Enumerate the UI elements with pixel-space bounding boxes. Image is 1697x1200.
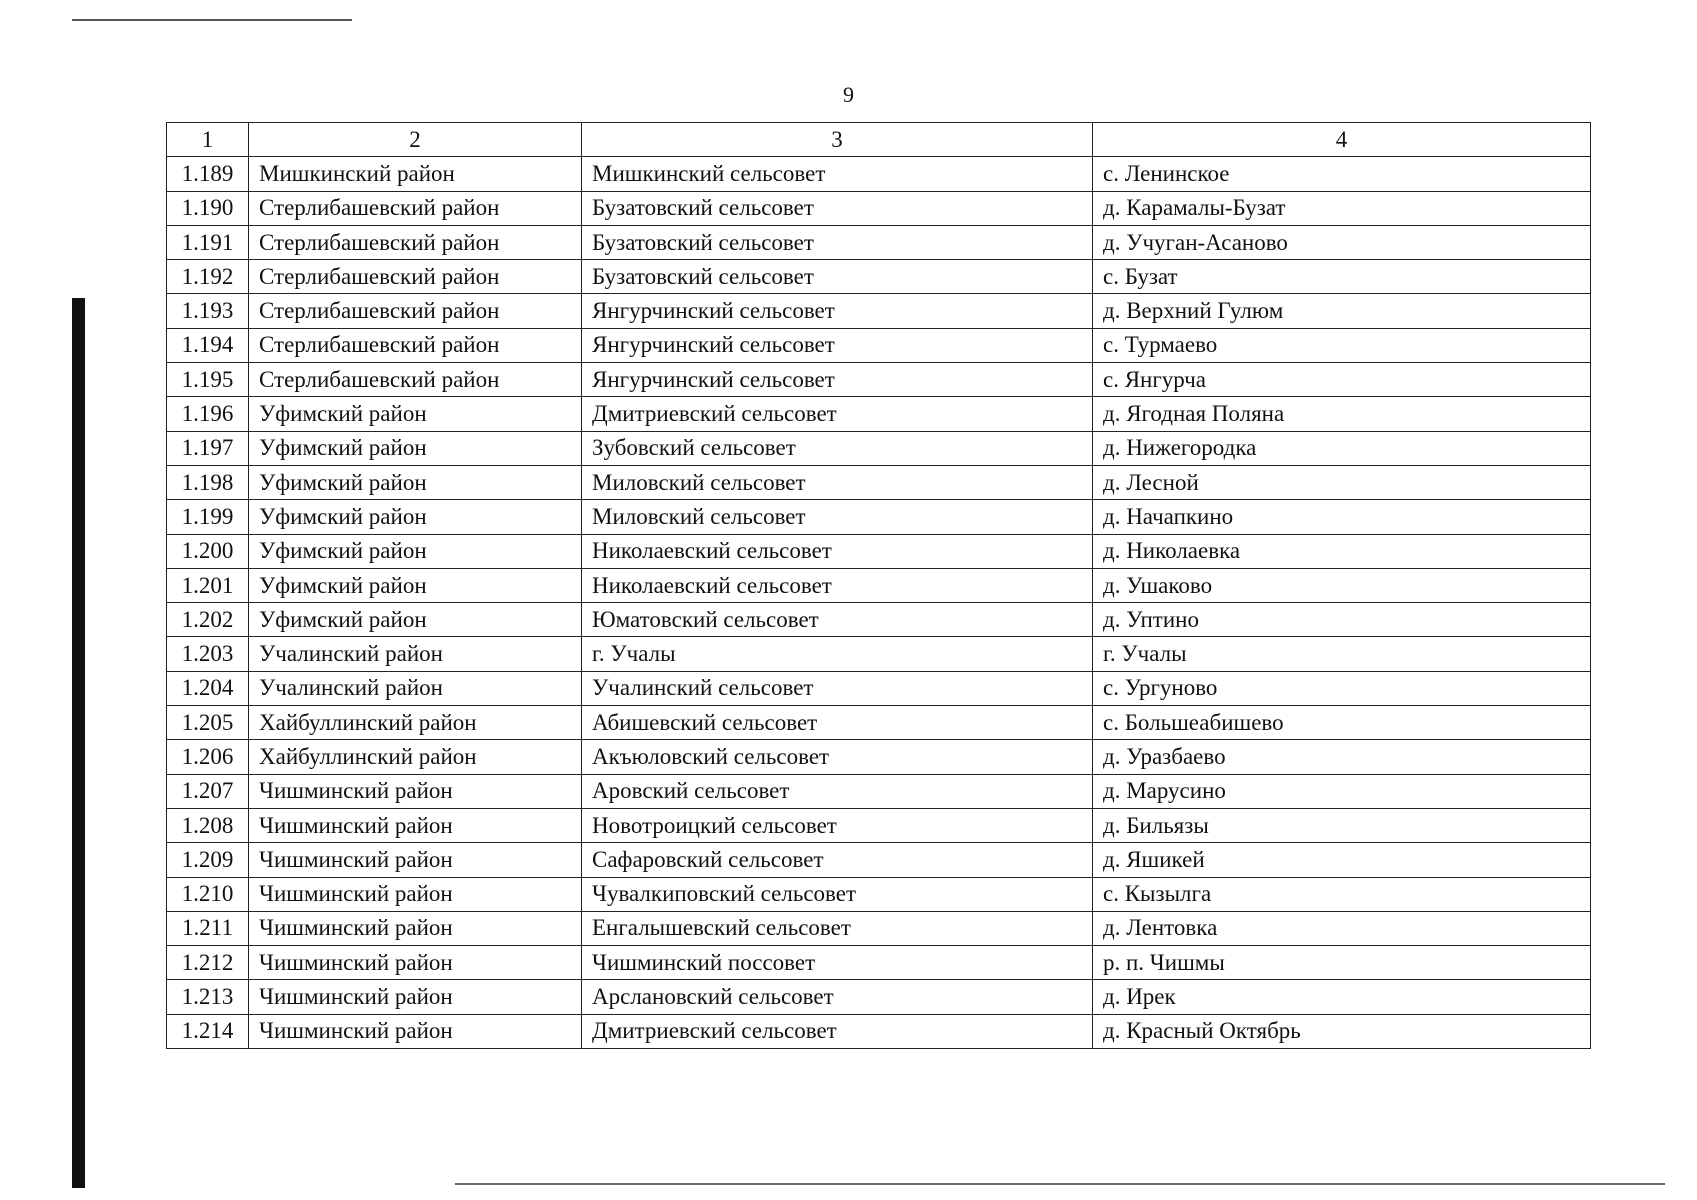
district-cell: Стерлибашевский район [249, 328, 582, 362]
row-number: 1.201 [167, 568, 249, 602]
table-row [167, 465, 1591, 499]
settlement-cell: д. Нижегородка [1093, 431, 1591, 465]
row-number: 1.212 [167, 946, 249, 980]
scan-artifact-left-bar [72, 298, 85, 1188]
table-row [167, 706, 1591, 740]
settlement-cell: с. Большеабишево [1093, 706, 1591, 740]
council-cell: Миловский сельсовет [582, 465, 1093, 499]
settlement-cell: с. Ленинское [1093, 157, 1591, 191]
table-row [167, 877, 1591, 911]
council-cell: Чишминский поссовет [582, 946, 1093, 980]
row-number: 1.204 [167, 671, 249, 705]
council-cell: Сафаровский сельсовет [582, 843, 1093, 877]
district-cell: Стерлибашевский район [249, 294, 582, 328]
council-cell: Дмитриевский сельсовет [582, 397, 1093, 431]
table-row [167, 500, 1591, 534]
table-row [167, 397, 1591, 431]
district-cell: Стерлибашевский район [249, 260, 582, 294]
district-cell: Уфимский район [249, 534, 582, 568]
row-number: 1.205 [167, 706, 249, 740]
settlements-table [166, 122, 1591, 1049]
row-number: 1.195 [167, 363, 249, 397]
district-cell: Чишминский район [249, 980, 582, 1014]
scan-artifact-top-line [72, 19, 352, 21]
council-cell: Николаевский сельсовет [582, 568, 1093, 602]
table-row [167, 774, 1591, 808]
column-header-2: 2 [249, 123, 582, 157]
district-cell: Хайбуллинский район [249, 706, 582, 740]
settlement-cell: д. Марусино [1093, 774, 1591, 808]
settlement-cell: р. п. Чишмы [1093, 946, 1591, 980]
table-row [167, 980, 1591, 1014]
district-cell: Уфимский район [249, 500, 582, 534]
row-number: 1.206 [167, 740, 249, 774]
settlement-cell: д. Верхний Гулюм [1093, 294, 1591, 328]
settlement-cell: д. Бильязы [1093, 808, 1591, 842]
district-cell: Чишминский район [249, 1014, 582, 1048]
row-number: 1.193 [167, 294, 249, 328]
council-cell: Миловский сельсовет [582, 500, 1093, 534]
council-cell: Енгалышевский сельсовет [582, 911, 1093, 945]
settlement-cell: с. Янгурча [1093, 363, 1591, 397]
row-number: 1.210 [167, 877, 249, 911]
district-cell: Уфимский район [249, 465, 582, 499]
row-number: 1.198 [167, 465, 249, 499]
row-number: 1.200 [167, 534, 249, 568]
settlement-cell: д. Уразбаево [1093, 740, 1591, 774]
settlement-cell: с. Ургуново [1093, 671, 1591, 705]
council-cell: Аровский сельсовет [582, 774, 1093, 808]
settlement-cell: г. Учалы [1093, 637, 1591, 671]
table-row [167, 191, 1591, 225]
council-cell: Абишевский сельсовет [582, 706, 1093, 740]
district-cell: Учалинский район [249, 637, 582, 671]
table-row [167, 671, 1591, 705]
row-number: 1.214 [167, 1014, 249, 1048]
settlement-cell: д. Лесной [1093, 465, 1591, 499]
scan-artifact-bottom-line [455, 1183, 1665, 1185]
council-cell: Янгурчинский сельсовет [582, 328, 1093, 362]
table-row [167, 294, 1591, 328]
district-cell: Стерлибашевский район [249, 225, 582, 259]
council-cell: Акъюловский сельсовет [582, 740, 1093, 774]
settlement-cell: д. Ушаково [1093, 568, 1591, 602]
table-row [167, 603, 1591, 637]
council-cell: Бузатовский сельсовет [582, 191, 1093, 225]
council-cell: Зубовский сельсовет [582, 431, 1093, 465]
settlement-cell: д. Яшикей [1093, 843, 1591, 877]
table-row [167, 363, 1591, 397]
row-number: 1.211 [167, 911, 249, 945]
council-cell: Янгурчинский сельсовет [582, 363, 1093, 397]
council-cell: Дмитриевский сельсовет [582, 1014, 1093, 1048]
table-row [167, 637, 1591, 671]
row-number: 1.208 [167, 808, 249, 842]
council-cell: Чувалкиповский сельсовет [582, 877, 1093, 911]
settlement-cell: д. Ирек [1093, 980, 1591, 1014]
row-number: 1.202 [167, 603, 249, 637]
district-cell: Чишминский район [249, 808, 582, 842]
column-header-1: 1 [167, 123, 249, 157]
district-cell: Чишминский район [249, 843, 582, 877]
row-number: 1.207 [167, 774, 249, 808]
council-cell: Учалинский сельсовет [582, 671, 1093, 705]
settlement-cell: с. Кызылга [1093, 877, 1591, 911]
row-number: 1.213 [167, 980, 249, 1014]
table-row [167, 843, 1591, 877]
council-cell: Бузатовский сельсовет [582, 225, 1093, 259]
district-cell: Стерлибашевский район [249, 191, 582, 225]
council-cell: Юматовский сельсовет [582, 603, 1093, 637]
row-number: 1.194 [167, 328, 249, 362]
district-cell: Чишминский район [249, 877, 582, 911]
district-cell: Хайбуллинский район [249, 740, 582, 774]
settlement-cell: д. Карамалы-Бузат [1093, 191, 1591, 225]
table-row [167, 431, 1591, 465]
table-row [167, 568, 1591, 602]
settlement-cell: с. Турмаево [1093, 328, 1591, 362]
district-cell: Стерлибашевский район [249, 363, 582, 397]
district-cell: Учалинский район [249, 671, 582, 705]
district-cell: Чишминский район [249, 911, 582, 945]
district-cell: Чишминский район [249, 774, 582, 808]
page-number: 9 [843, 82, 854, 107]
table-row [167, 808, 1591, 842]
council-cell: Мишкинский сельсовет [582, 157, 1093, 191]
council-cell: г. Учалы [582, 637, 1093, 671]
table-row [167, 260, 1591, 294]
table-row [167, 911, 1591, 945]
row-number: 1.209 [167, 843, 249, 877]
settlement-cell: д. Начапкино [1093, 500, 1591, 534]
row-number: 1.196 [167, 397, 249, 431]
row-number: 1.190 [167, 191, 249, 225]
council-cell: Новотроицкий сельсовет [582, 808, 1093, 842]
settlement-cell: д. Ягодная Поляна [1093, 397, 1591, 431]
row-number: 1.203 [167, 637, 249, 671]
table-row [167, 157, 1591, 191]
settlement-cell: с. Бузат [1093, 260, 1591, 294]
district-cell: Уфимский район [249, 603, 582, 637]
district-cell: Мишкинский район [249, 157, 582, 191]
row-number: 1.189 [167, 157, 249, 191]
row-number: 1.192 [167, 260, 249, 294]
table-row [167, 225, 1591, 259]
table-header-row [167, 123, 1591, 157]
column-header-3: 3 [582, 123, 1093, 157]
table-row [167, 946, 1591, 980]
column-header-4: 4 [1093, 123, 1591, 157]
district-cell: Уфимский район [249, 568, 582, 602]
table-row [167, 534, 1591, 568]
table-row [167, 328, 1591, 362]
settlement-cell: д. Уптино [1093, 603, 1591, 637]
settlement-cell: д. Красный Октябрь [1093, 1014, 1591, 1048]
council-cell: Николаевский сельсовет [582, 534, 1093, 568]
district-cell: Уфимский район [249, 397, 582, 431]
settlement-cell: д. Николаевка [1093, 534, 1591, 568]
table-row [167, 740, 1591, 774]
district-cell: Уфимский район [249, 431, 582, 465]
district-cell: Чишминский район [249, 946, 582, 980]
council-cell: Бузатовский сельсовет [582, 260, 1093, 294]
row-number: 1.199 [167, 500, 249, 534]
row-number: 1.197 [167, 431, 249, 465]
row-number: 1.191 [167, 225, 249, 259]
table-row [167, 1014, 1591, 1048]
council-cell: Арслановский сельсовет [582, 980, 1093, 1014]
settlement-cell: д. Учуган-Асаново [1093, 225, 1591, 259]
council-cell: Янгурчинский сельсовет [582, 294, 1093, 328]
settlement-cell: д. Лентовка [1093, 911, 1591, 945]
